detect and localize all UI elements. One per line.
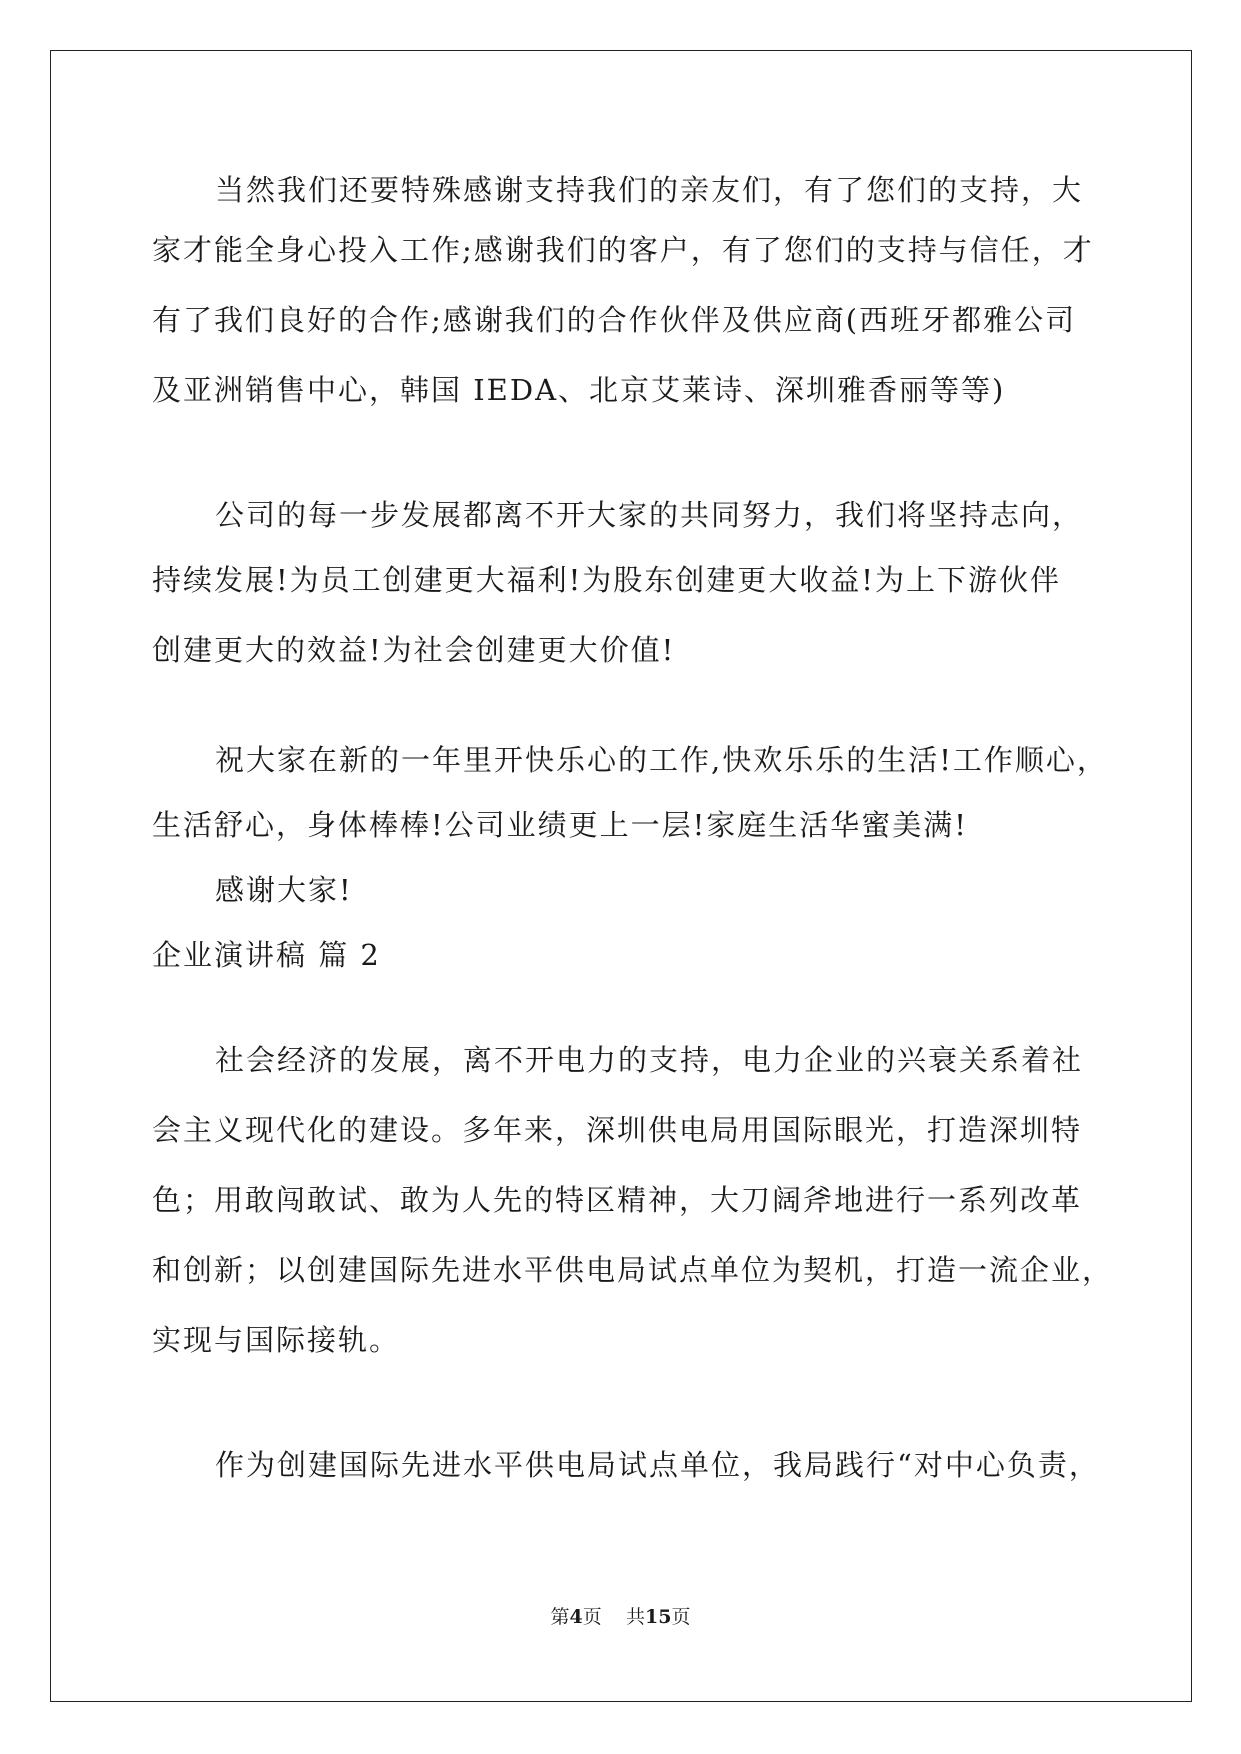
paragraph-line: 有了我们良好的合作;感谢我们的合作伙伴及供应商(西班牙都雅公司 <box>152 303 1077 337</box>
paragraph-line: 实现与国际接轨。 <box>152 1323 401 1357</box>
paragraph-line: 会主义现代化的建设。多年来，深圳供电局用国际眼光，打造深圳特 <box>152 1113 1083 1147</box>
paragraph-line: 创建更大的效益!为社会创建更大价值! <box>152 633 676 667</box>
page-prefix: 第 <box>550 1606 570 1628</box>
paragraph-line: 当然我们还要特殊感谢支持我们的亲友们，有了您们的支持，大 <box>215 173 1084 207</box>
paragraph-line: 色；用敢闯敢试、敢为人先的特区精神，大刀阔斧地进行一系列改革 <box>152 1183 1083 1217</box>
paragraph-line: 公司的每一步发展都离不开大家的共同努力，我们将坚持志向， <box>215 498 1084 532</box>
paragraph-line: 及亚洲销售中心，韩国 IEDA、北京艾莱诗、深圳雅香丽等等) <box>152 373 1006 407</box>
section-heading: 企业演讲稿 篇 2 <box>152 938 381 972</box>
paragraph-line: 家才能全身心投入工作;感谢我们的客户，有了您们的支持与信任，才 <box>152 233 1094 267</box>
paragraph-line: 生活舒心，身体棒棒!公司业绩更上一层!家庭生活华蜜美满! <box>152 808 968 842</box>
page-footer <box>0 1605 1241 1629</box>
paragraph-line: 祝大家在新的一年里开快乐心的工作,快欢乐乐的生活!工作顺心， <box>215 743 1108 777</box>
paragraph-line: 社会经济的发展，离不开电力的支持，电力企业的兴衰关系着社 <box>215 1043 1084 1077</box>
paragraph-line: 作为创建国际先进水平供电局试点单位，我局践行“对中心负责， <box>215 1448 1100 1482</box>
paragraph-line: 持续发展!为员工创建更大福利!为股东创建更大收益!为上下游伙伴 <box>152 563 1061 597</box>
page-suffix: 页 <box>582 1606 602 1628</box>
paragraph-line: 感谢大家! <box>215 873 353 907</box>
paragraph-line: 和创新；以创建国际先进水平供电局试点单位为契机，打造一流企业， <box>152 1253 1114 1287</box>
total-suffix: 页 <box>671 1606 691 1628</box>
total-prefix: 共 <box>625 1606 645 1628</box>
total-pages: 15 <box>644 1606 672 1628</box>
page-number: 4 <box>569 1606 583 1628</box>
